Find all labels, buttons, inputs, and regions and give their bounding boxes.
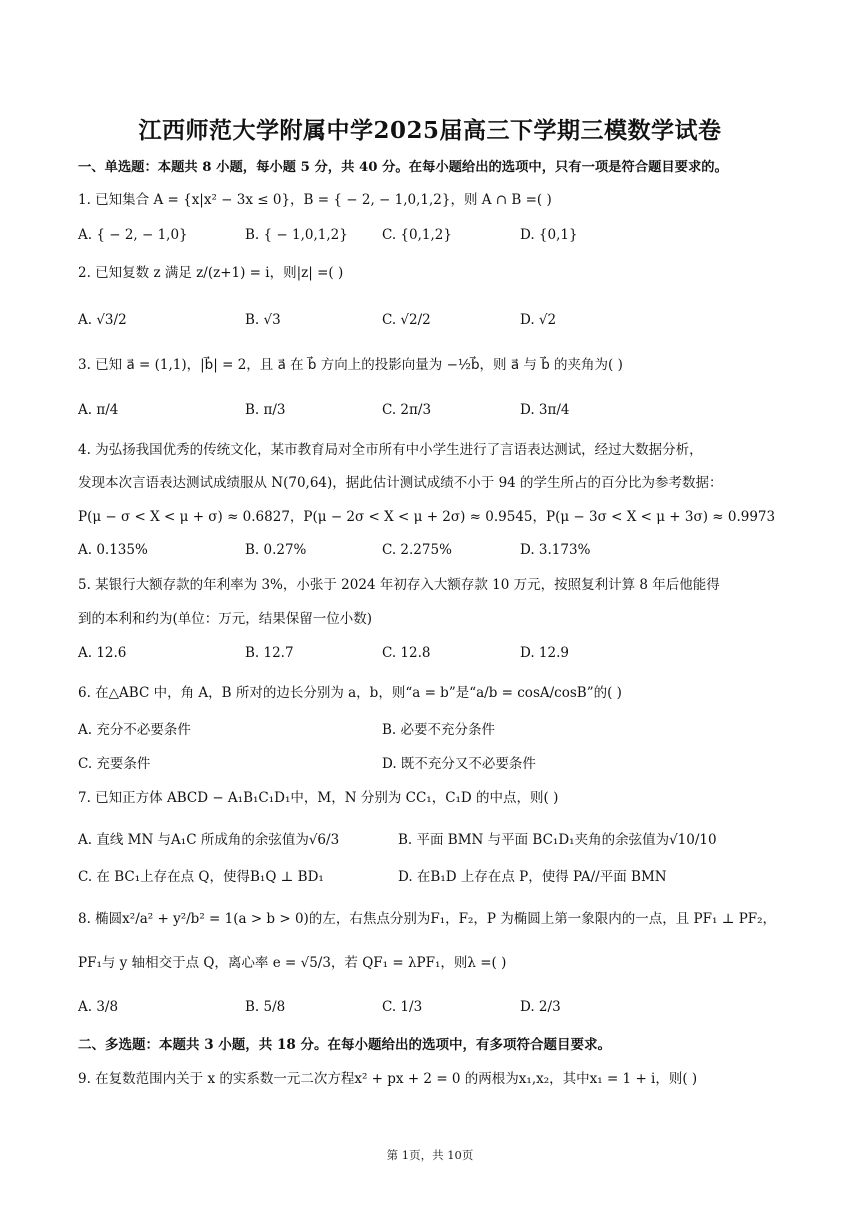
- question-4-line-1: 4. 为弘扬我国优秀的传统文化，某市教育局对全市所有中小学生进行了言语表达测试，经过大数据分析，: [78, 442, 703, 458]
- question-5-option-b: B. 12.7: [245, 645, 294, 661]
- page-footer: 第 1页，共 10页: [386, 1148, 474, 1162]
- question-4-option-c: C. 2.275%: [382, 542, 452, 558]
- question-3-option-d: D. 3π/4: [520, 402, 570, 418]
- question-4-option-a: A. 0.135%: [78, 542, 148, 558]
- question-7-option-b: B. 平面 BMN 与平面 BC₁D₁夹角的余弦值为√10/10: [398, 832, 717, 848]
- question-7-option-c: C. 在 BC₁上存在点 Q，使得B₁Q ⊥ BD₁: [78, 869, 324, 885]
- question-1-option-a: A. { − 2, − 1,0}: [78, 227, 188, 243]
- section-multi-choice-heading: 二、多选题：本题共 3 小题，共 18 分。在每小题给出的选项中，有多项符合题目要求。: [78, 1037, 611, 1053]
- question-8-option-c: C. 1/3: [382, 999, 423, 1015]
- question-6-option-a: A. 充分不必要条件: [78, 722, 191, 738]
- question-1-option-b: B. { − 1,0,1,2}: [245, 227, 348, 243]
- question-5-option-d: D. 12.9: [520, 645, 569, 661]
- question-2-option-b: B. √3: [245, 312, 281, 328]
- question-8-option-b: B. 5/8: [245, 999, 286, 1015]
- question-2-stem: 2. 已知复数 z 满足 z/(z+1) = i，则|z| =( ): [78, 265, 344, 281]
- question-6-option-c: C. 充要条件: [78, 756, 151, 772]
- question-7-option-a: A. 直线 MN 与A₁C 所成角的余弦值为√6/3: [78, 832, 340, 848]
- question-9-stem: 9. 在复数范围内关于 x 的实系数一元二次方程x² + px + 2 = 0 的两根为x₁,x₂，其中x₁ = 1 + i，则( ): [78, 1071, 698, 1087]
- question-7-option-d: D. 在B₁D 上存在点 P，使得 PA//平面 BMN: [398, 869, 667, 885]
- question-3-option-b: B. π/3: [245, 402, 286, 418]
- question-5-line-1: 5. 某银行大额存款的年利率为 3%，小张于 2024 年初存入大额存款 10 万元，按照复利计算 8 年后他能得: [78, 577, 720, 593]
- question-2-option-d: D. √2: [520, 312, 557, 328]
- question-8-line-1: 8. 椭圆x²/a² + y²/b² = 1(a > b > 0)的左，右焦点分别为F₁，F₂，P 为椭圆上第一象限内的一点，且 PF₁ ⊥ PF₂，: [78, 911, 777, 927]
- question-4-option-b: B. 0.27%: [245, 542, 307, 558]
- exam-title: 江西师范大学附属中学2025届高三下学期三模数学试卷: [138, 117, 722, 144]
- section-single-choice-heading: 一、单选题：本题共 8 小题，每小题 5 分，共 40 分。在每小题给出的选项中，只有一项是符合题目要求的。: [78, 160, 728, 175]
- question-6-option-d: D. 既不充分又不必要条件: [382, 756, 536, 772]
- question-3-option-c: C. 2π/3: [382, 402, 432, 418]
- question-4-line-2: 发现本次言语表达测试成绩服从 N(70,64)，据此估计测试成绩不小于 94 的学生所占的百分比为参考数据：: [78, 475, 723, 491]
- question-6-stem: 6. 在△ABC 中，角 A，B 所对的边长分别为 a，b，则“a = b”是“a/b = cosA/cosB”的( ): [78, 685, 622, 701]
- question-8-option-d: D. 2/3: [520, 999, 561, 1015]
- question-5-option-a: A. 12.6: [78, 645, 127, 661]
- question-3-stem: 3. 已知 a⃗ = (1,1)，|b⃗| = 2，且 a⃗ 在 b⃗ 方向上的投影向量为 −½b⃗，则 a⃗ 与 b⃗ 的夹角为( ): [78, 357, 623, 373]
- question-5-line-2: 到的本利和约为(单位：万元，结果保留一位小数): [78, 611, 373, 627]
- question-1-option-d: D. {0,1}: [520, 227, 578, 243]
- question-8-line-2: PF₁与 y 轴相交于点 Q，离心率 e = √5/3，若 QF₁ = λPF₁，则λ =( ): [78, 955, 507, 971]
- question-7-stem: 7. 已知正方体 ABCD − A₁B₁C₁D₁中，M，N 分别为 CC₁，C₁D 的中点，则( ): [78, 790, 559, 806]
- question-1-option-c: C. {0,1,2}: [382, 227, 452, 243]
- question-2-option-c: C. √2/2: [382, 312, 431, 328]
- question-1-stem: 1. 已知集合 A = {x|x² − 3x ≤ 0}，B = { − 2, − 1,0,1,2}，则 A ∩ B =( ): [78, 192, 552, 208]
- question-6-option-b: B. 必要不充分条件: [382, 722, 496, 738]
- question-4-line-3: P(μ − σ < X < μ + σ) ≈ 0.6827，P(μ − 2σ < X < μ + 2σ) ≈ 0.9545，P(μ − 3σ < X < μ + 3σ) ≈ 0.9973: [78, 509, 776, 525]
- question-8-option-a: A. 3/8: [78, 999, 119, 1015]
- question-2-option-a: A. √3/2: [78, 312, 127, 328]
- question-5-option-c: C. 12.8: [382, 645, 431, 661]
- question-4-option-d: D. 3.173%: [520, 542, 591, 558]
- question-3-option-a: A. π/4: [78, 402, 119, 418]
